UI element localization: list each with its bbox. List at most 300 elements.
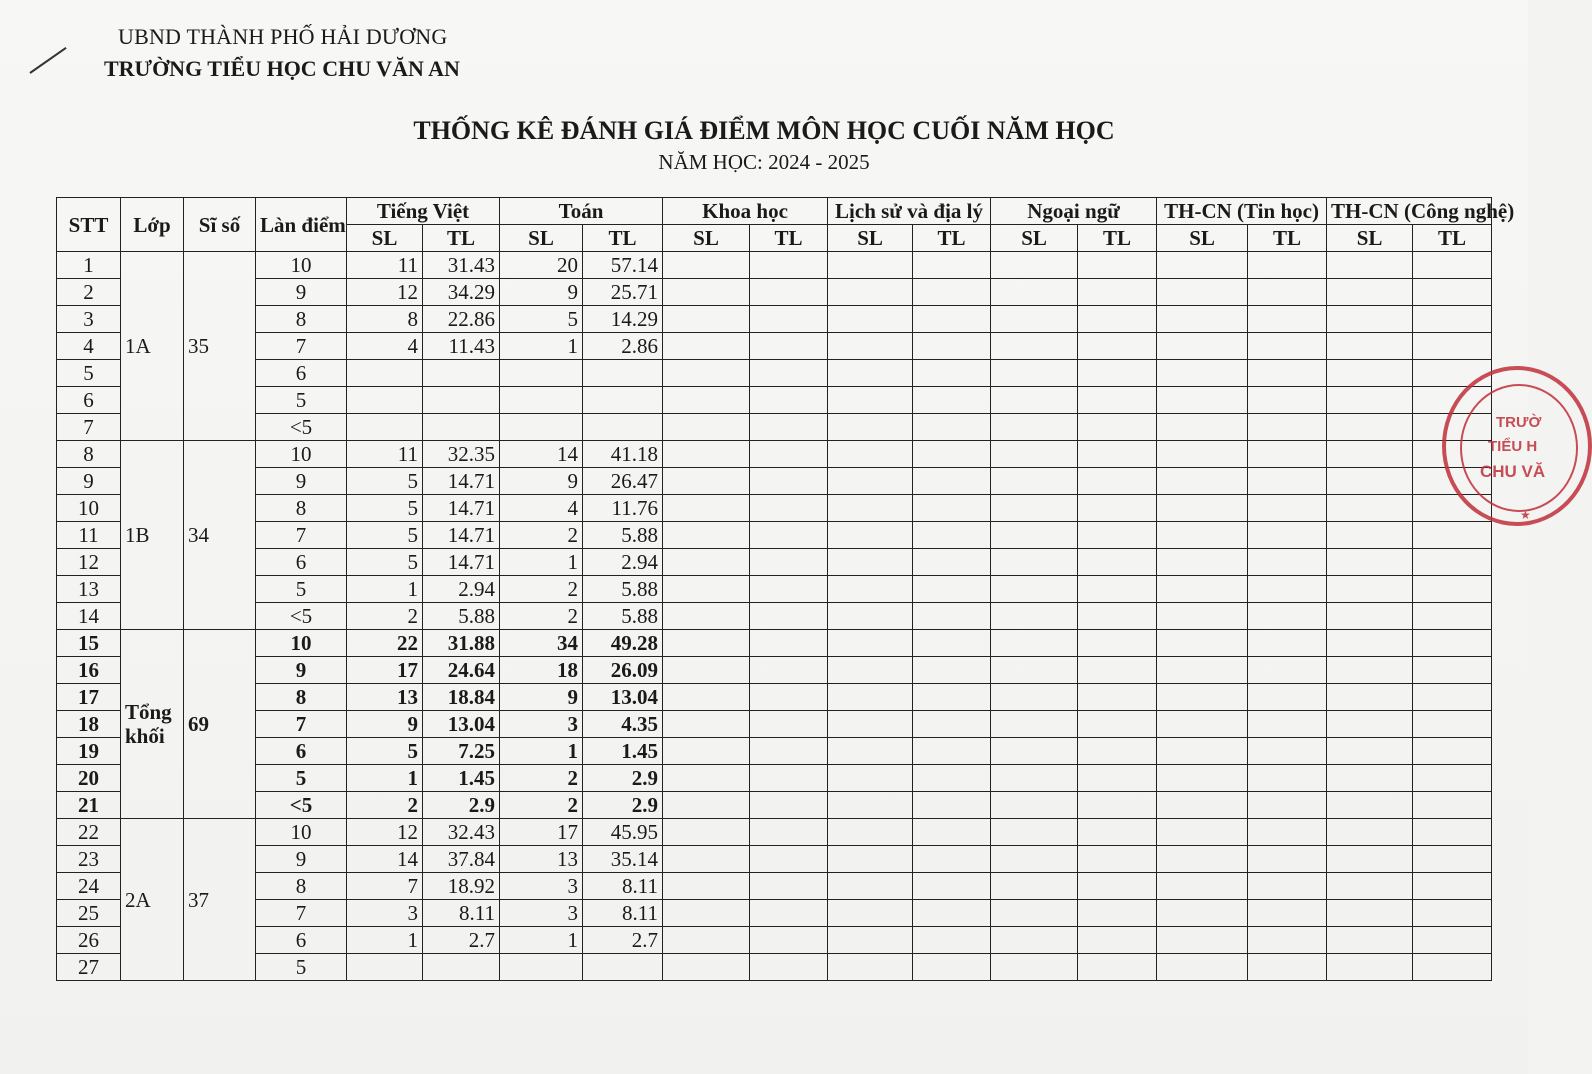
table-row: [57, 522, 1492, 549]
cell-empty: [1248, 630, 1327, 657]
cell-tieng-viet-sl: [347, 387, 423, 414]
cell-empty: [1157, 765, 1248, 792]
cell-empty: [1157, 576, 1248, 603]
cell-empty: [750, 792, 828, 819]
cell-empty: [1413, 252, 1492, 279]
cell-toan-tl: 26.09: [583, 657, 663, 684]
cell-empty: [913, 846, 991, 873]
cell-empty: [991, 306, 1078, 333]
cell-lan-diem: <5: [256, 414, 347, 441]
cell-empty: [663, 495, 750, 522]
cell-siso: 34: [184, 441, 256, 630]
cell-empty: [1078, 954, 1157, 981]
cell-toan-tl: 8.11: [583, 873, 663, 900]
cell-stt: 22: [57, 819, 121, 846]
cell-stt: 14: [57, 603, 121, 630]
cell-empty: [991, 819, 1078, 846]
cell-tieng-viet-sl: 1: [347, 765, 423, 792]
table-row: [57, 846, 1492, 873]
cell-lan-diem: 5: [256, 954, 347, 981]
cell-lan-diem: <5: [256, 792, 347, 819]
cell-empty: [991, 684, 1078, 711]
cell-empty: [828, 252, 913, 279]
cell-stt: 12: [57, 549, 121, 576]
subheader-tl: TL: [583, 225, 663, 252]
cell-empty: [913, 387, 991, 414]
cell-toan-sl: 5: [500, 306, 583, 333]
cell-empty: [1327, 738, 1413, 765]
cell-empty: [750, 495, 828, 522]
cell-empty: [1248, 819, 1327, 846]
cell-tieng-viet-sl: 12: [347, 819, 423, 846]
cell-tieng-viet-tl: 13.04: [423, 711, 500, 738]
cell-empty: [1078, 522, 1157, 549]
cell-empty: [1413, 765, 1492, 792]
cell-empty: [913, 414, 991, 441]
cell-empty: [1327, 765, 1413, 792]
cell-tieng-viet-sl: 2: [347, 603, 423, 630]
cell-empty: [1157, 738, 1248, 765]
cell-toan-sl: 2: [500, 792, 583, 819]
cell-empty: [663, 792, 750, 819]
cell-empty: [1157, 414, 1248, 441]
cell-empty: [1248, 684, 1327, 711]
table-row: [57, 630, 1492, 657]
cell-toan-tl: [583, 954, 663, 981]
cell-empty: [750, 360, 828, 387]
cell-toan-tl: 2.7: [583, 927, 663, 954]
cell-tieng-viet-sl: 5: [347, 468, 423, 495]
cell-empty: [750, 711, 828, 738]
header-row: [57, 198, 1492, 225]
cell-empty: [1157, 711, 1248, 738]
cell-lan-diem: 9: [256, 468, 347, 495]
cell-empty: [913, 738, 991, 765]
cell-lan-diem: 10: [256, 252, 347, 279]
subheader-sl: SL: [1327, 225, 1413, 252]
cell-stt: 8: [57, 441, 121, 468]
cell-empty: [1078, 684, 1157, 711]
cell-empty: [1327, 441, 1413, 468]
cell-tieng-viet-tl: 2.7: [423, 927, 500, 954]
cell-empty: [1413, 819, 1492, 846]
cell-empty: [828, 792, 913, 819]
cell-tieng-viet-sl: 5: [347, 522, 423, 549]
cell-toan-tl: [583, 414, 663, 441]
cell-toan-tl: 2.9: [583, 765, 663, 792]
table-row: [57, 576, 1492, 603]
cell-siso: 35: [184, 252, 256, 441]
cell-empty: [1078, 333, 1157, 360]
cell-toan-tl: 5.88: [583, 603, 663, 630]
table-row: [57, 549, 1492, 576]
cell-empty: [1327, 846, 1413, 873]
cell-empty: [913, 522, 991, 549]
cell-empty: [750, 765, 828, 792]
org-name-line2: TRƯỜNG TIỂU HỌC CHU VĂN AN: [104, 56, 460, 81]
cell-tieng-viet-tl: [423, 954, 500, 981]
cell-toan-tl: 2.9: [583, 792, 663, 819]
cell-empty: [1327, 927, 1413, 954]
cell-empty: [1327, 603, 1413, 630]
cell-empty: [991, 873, 1078, 900]
subheader-tl: TL: [913, 225, 991, 252]
cell-empty: [1157, 441, 1248, 468]
cell-empty: [1327, 252, 1413, 279]
cell-empty: [1413, 522, 1492, 549]
cell-tieng-viet-sl: [347, 414, 423, 441]
cell-empty: [1157, 873, 1248, 900]
cell-empty: [991, 576, 1078, 603]
cell-empty: [913, 792, 991, 819]
cell-toan-tl: 11.76: [583, 495, 663, 522]
cell-empty: [1157, 252, 1248, 279]
table-row: [57, 765, 1492, 792]
cell-empty: [913, 630, 991, 657]
cell-empty: [750, 657, 828, 684]
cell-empty: [1327, 549, 1413, 576]
cell-empty: [1413, 711, 1492, 738]
cell-empty: [1078, 630, 1157, 657]
cell-stt: 26: [57, 927, 121, 954]
cell-empty: [913, 819, 991, 846]
cell-empty: [991, 441, 1078, 468]
cell-tieng-viet-sl: 22: [347, 630, 423, 657]
cell-empty: [913, 279, 991, 306]
cell-empty: [663, 819, 750, 846]
cell-empty: [750, 441, 828, 468]
cell-toan-sl: 2: [500, 522, 583, 549]
cell-tieng-viet-tl: 34.29: [423, 279, 500, 306]
cell-tieng-viet-tl: 2.9: [423, 792, 500, 819]
cell-tieng-viet-tl: 1.45: [423, 765, 500, 792]
cell-tieng-viet-sl: 11: [347, 441, 423, 468]
table-row: [57, 738, 1492, 765]
cell-empty: [913, 495, 991, 522]
cell-tieng-viet-sl: 11: [347, 252, 423, 279]
cell-empty: [828, 522, 913, 549]
cell-empty: [828, 657, 913, 684]
cell-empty: [750, 900, 828, 927]
cell-empty: [1248, 603, 1327, 630]
cell-empty: [750, 279, 828, 306]
cell-toan-sl: 9: [500, 468, 583, 495]
cell-empty: [1078, 846, 1157, 873]
cell-empty: [913, 603, 991, 630]
cell-empty: [828, 414, 913, 441]
subheader-sl: SL: [663, 225, 750, 252]
cell-empty: [1248, 333, 1327, 360]
cell-tieng-viet-sl: [347, 954, 423, 981]
cell-empty: [828, 495, 913, 522]
header-subject-tieng-viet: Tiếng Việt: [347, 198, 500, 225]
cell-toan-sl: 17: [500, 819, 583, 846]
cell-empty: [1248, 252, 1327, 279]
cell-lan-diem: 6: [256, 549, 347, 576]
cell-empty: [1248, 360, 1327, 387]
cell-empty: [663, 441, 750, 468]
table-row: [57, 441, 1492, 468]
star-icon: ★: [1520, 508, 1531, 522]
cell-tieng-viet-tl: 32.35: [423, 441, 500, 468]
cell-lan-diem: 8: [256, 873, 347, 900]
cell-stt: 15: [57, 630, 121, 657]
cell-empty: [1157, 819, 1248, 846]
cell-stt: 17: [57, 684, 121, 711]
cell-empty: [1078, 279, 1157, 306]
cell-lan-diem: 6: [256, 927, 347, 954]
cell-empty: [1248, 711, 1327, 738]
pen-mark: [29, 47, 66, 74]
subheader-tl: TL: [1078, 225, 1157, 252]
cell-empty: [1157, 954, 1248, 981]
cell-toan-tl: 41.18: [583, 441, 663, 468]
cell-empty: [750, 630, 828, 657]
cell-lan-diem: 8: [256, 684, 347, 711]
cell-toan-tl: 25.71: [583, 279, 663, 306]
cell-toan-sl: 3: [500, 873, 583, 900]
cell-tieng-viet-tl: [423, 414, 500, 441]
cell-empty: [1078, 873, 1157, 900]
cell-empty: [828, 279, 913, 306]
cell-stt: 4: [57, 333, 121, 360]
cell-empty: [1078, 306, 1157, 333]
cell-empty: [991, 360, 1078, 387]
subheader-sl: SL: [1157, 225, 1248, 252]
cell-lan-diem: 10: [256, 630, 347, 657]
cell-empty: [663, 576, 750, 603]
cell-toan-sl: 3: [500, 900, 583, 927]
cell-empty: [750, 252, 828, 279]
cell-empty: [1413, 954, 1492, 981]
cell-empty: [1157, 387, 1248, 414]
cell-lan-diem: 7: [256, 333, 347, 360]
cell-empty: [1248, 549, 1327, 576]
cell-stt: 20: [57, 765, 121, 792]
cell-toan-tl: 5.88: [583, 522, 663, 549]
cell-toan-sl: 1: [500, 549, 583, 576]
cell-lop: 2A: [121, 819, 184, 981]
cell-toan-sl: 18: [500, 657, 583, 684]
cell-empty: [663, 522, 750, 549]
cell-toan-sl: [500, 360, 583, 387]
cell-empty: [1078, 576, 1157, 603]
table-row: [57, 954, 1492, 981]
table-row: [57, 468, 1492, 495]
cell-lan-diem: 5: [256, 576, 347, 603]
cell-empty: [1078, 900, 1157, 927]
header-lan-diem: Làn điểm: [256, 198, 347, 252]
cell-tieng-viet-sl: 12: [347, 279, 423, 306]
stamp-text: CHU VĂ: [1480, 462, 1546, 481]
cell-tieng-viet-tl: [423, 360, 500, 387]
cell-empty: [913, 900, 991, 927]
cell-empty: [1327, 792, 1413, 819]
cell-empty: [750, 738, 828, 765]
table-row: [57, 306, 1492, 333]
table-row: [57, 927, 1492, 954]
cell-empty: [828, 576, 913, 603]
cell-empty: [1157, 630, 1248, 657]
cell-empty: [1078, 360, 1157, 387]
cell-empty: [1413, 549, 1492, 576]
header-subject-ngoai-ngu: Ngoại ngữ: [991, 198, 1157, 225]
cell-empty: [1248, 900, 1327, 927]
cell-tieng-viet-sl: 9: [347, 711, 423, 738]
cell-empty: [913, 954, 991, 981]
cell-stt: 3: [57, 306, 121, 333]
table-row: [57, 387, 1492, 414]
cell-empty: [913, 306, 991, 333]
table-row: [57, 252, 1492, 279]
cell-tieng-viet-tl: 31.43: [423, 252, 500, 279]
cell-empty: [1248, 387, 1327, 414]
cell-empty: [663, 279, 750, 306]
cell-empty: [1327, 873, 1413, 900]
cell-stt: 5: [57, 360, 121, 387]
cell-empty: [1078, 819, 1157, 846]
cell-empty: [1413, 738, 1492, 765]
cell-toan-sl: [500, 387, 583, 414]
cell-empty: [1327, 468, 1413, 495]
cell-toan-tl: 35.14: [583, 846, 663, 873]
cell-empty: [1327, 630, 1413, 657]
cell-toan-tl: 4.35: [583, 711, 663, 738]
cell-empty: [1413, 792, 1492, 819]
cell-empty: [913, 333, 991, 360]
cell-empty: [1248, 927, 1327, 954]
cell-empty: [1248, 306, 1327, 333]
cell-empty: [991, 522, 1078, 549]
cell-toan-tl: 8.11: [583, 900, 663, 927]
cell-empty: [828, 603, 913, 630]
cell-empty: [663, 927, 750, 954]
subheader-sl: SL: [828, 225, 913, 252]
cell-toan-sl: 4: [500, 495, 583, 522]
cell-empty: [828, 549, 913, 576]
cell-siso: 37: [184, 819, 256, 981]
cell-stt: 24: [57, 873, 121, 900]
cell-empty: [1078, 414, 1157, 441]
cell-empty: [1248, 738, 1327, 765]
stamp-text: TIỂU H: [1488, 438, 1538, 455]
cell-empty: [750, 873, 828, 900]
cell-lan-diem: 7: [256, 522, 347, 549]
cell-empty: [828, 873, 913, 900]
subheader-tl: TL: [1248, 225, 1327, 252]
header-stt: STT: [57, 198, 121, 252]
header-siso: Sĩ số: [184, 198, 256, 252]
cell-empty: [663, 414, 750, 441]
cell-empty: [1413, 630, 1492, 657]
cell-empty: [1327, 711, 1413, 738]
cell-empty: [1248, 873, 1327, 900]
cell-empty: [828, 819, 913, 846]
cell-empty: [828, 630, 913, 657]
cell-empty: [663, 900, 750, 927]
cell-empty: [913, 873, 991, 900]
header-subject-cong-nghe: TH-CN (Công nghệ): [1327, 198, 1492, 225]
cell-empty: [1327, 495, 1413, 522]
cell-empty: [828, 765, 913, 792]
cell-toan-tl: 1.45: [583, 738, 663, 765]
cell-tieng-viet-sl: 14: [347, 846, 423, 873]
cell-stt: 18: [57, 711, 121, 738]
cell-tieng-viet-sl: 5: [347, 549, 423, 576]
cell-empty: [663, 738, 750, 765]
cell-empty: [663, 468, 750, 495]
table-row: [57, 657, 1492, 684]
cell-stt: 23: [57, 846, 121, 873]
cell-empty: [1413, 576, 1492, 603]
subheader-tl: TL: [750, 225, 828, 252]
cell-tieng-viet-sl: 13: [347, 684, 423, 711]
cell-empty: [1413, 279, 1492, 306]
cell-lan-diem: <5: [256, 603, 347, 630]
cell-tieng-viet-sl: 1: [347, 927, 423, 954]
cell-tieng-viet-tl: 14.71: [423, 549, 500, 576]
cell-empty: [828, 900, 913, 927]
cell-empty: [1078, 549, 1157, 576]
cell-toan-sl: 1: [500, 333, 583, 360]
cell-tieng-viet-tl: 32.43: [423, 819, 500, 846]
table-row: [57, 873, 1492, 900]
cell-empty: [1078, 252, 1157, 279]
cell-lop: 1A: [121, 252, 184, 441]
cell-empty: [663, 360, 750, 387]
cell-empty: [1078, 765, 1157, 792]
cell-toan-sl: 2: [500, 576, 583, 603]
cell-empty: [1248, 522, 1327, 549]
cell-empty: [1078, 738, 1157, 765]
cell-empty: [1157, 360, 1248, 387]
cell-lop: 1B: [121, 441, 184, 630]
cell-empty: [1413, 684, 1492, 711]
cell-stt: 10: [57, 495, 121, 522]
cell-empty: [1248, 792, 1327, 819]
cell-empty: [1078, 468, 1157, 495]
cell-empty: [750, 333, 828, 360]
cell-empty: [1157, 792, 1248, 819]
cell-toan-sl: 13: [500, 846, 583, 873]
cell-stt: 16: [57, 657, 121, 684]
cell-lan-diem: 9: [256, 657, 347, 684]
cell-empty: [1413, 306, 1492, 333]
cell-empty: [1157, 522, 1248, 549]
subheader-sl: SL: [347, 225, 423, 252]
cell-tieng-viet-tl: 37.84: [423, 846, 500, 873]
cell-toan-sl: 3: [500, 711, 583, 738]
cell-empty: [1157, 927, 1248, 954]
cell-stt: 7: [57, 414, 121, 441]
cell-empty: [1157, 684, 1248, 711]
cell-tieng-viet-sl: 8: [347, 306, 423, 333]
cell-empty: [991, 279, 1078, 306]
cell-tieng-viet-tl: 24.64: [423, 657, 500, 684]
cell-toan-sl: 14: [500, 441, 583, 468]
cell-empty: [1413, 846, 1492, 873]
cell-empty: [991, 738, 1078, 765]
cell-stt: 27: [57, 954, 121, 981]
cell-toan-tl: 13.04: [583, 684, 663, 711]
cell-toan-tl: 5.88: [583, 576, 663, 603]
cell-empty: [1078, 927, 1157, 954]
cell-empty: [1157, 333, 1248, 360]
cell-empty: [663, 603, 750, 630]
cell-empty: [1248, 279, 1327, 306]
cell-empty: [1413, 657, 1492, 684]
cell-toan-tl: [583, 360, 663, 387]
